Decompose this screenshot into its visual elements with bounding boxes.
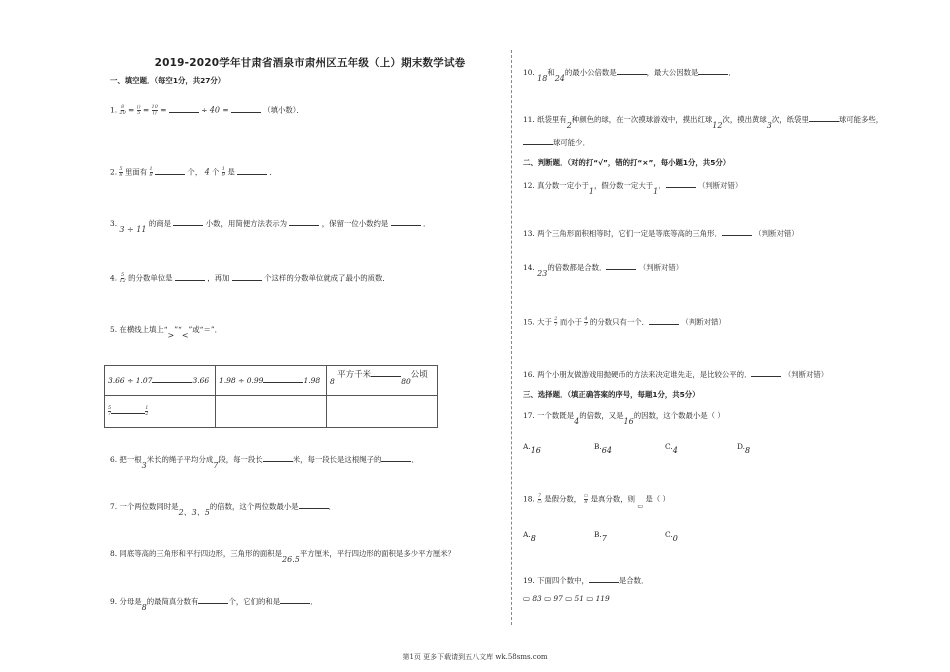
fraction: $\frac{8}{20}$ — [119, 104, 126, 116]
math-expression: 3 ÷ 11 — [119, 225, 147, 234]
equals-sign: = — [128, 105, 135, 115]
question-12 — [523, 181, 743, 196]
question-text: ，保留一位小数约是 — [321, 219, 389, 228]
question-text: 球可能少． — [553, 138, 590, 147]
question-text: 是 — [227, 167, 235, 177]
question-text: 一个数既是 — [537, 411, 575, 420]
question-text: 平方厘米，平行四边形的面积是多少平方厘米？ — [299, 549, 456, 558]
answer-blank[interactable] — [263, 455, 293, 462]
question-text: 真分数一定小于 — [537, 181, 589, 190]
question-6 — [110, 455, 419, 470]
answer-blank[interactable] — [617, 68, 647, 75]
question-5 — [110, 325, 223, 340]
option-value: 8 — [530, 534, 536, 543]
question-text: 的分数只有一个． — [589, 317, 650, 327]
question-text: ． — [328, 502, 336, 511]
question-number: 17. — [523, 411, 535, 420]
question-text: 两个三角形面积相等时，它们一定是等底等高的三角形． — [537, 229, 722, 238]
option-value: 8 — [745, 446, 751, 455]
option-c[interactable] — [665, 442, 678, 455]
answer-blank[interactable] — [263, 377, 303, 383]
table-cell — [105, 396, 216, 428]
table-cell — [327, 396, 438, 428]
question-8 — [110, 549, 456, 564]
math-value: 1 — [588, 187, 594, 196]
option-label: C. — [665, 442, 673, 451]
answer-blank[interactable] — [155, 168, 185, 175]
answer-blank[interactable] — [173, 219, 203, 226]
math-value: 3 — [766, 121, 772, 130]
page-title: 2019-2020学年甘肃省酒泉市肃州区五年级（上）期末数学试卷 — [154, 57, 466, 69]
fraction: $\frac{()}{5}$ — [136, 104, 141, 116]
question-text: 一个两位数同时是 — [119, 502, 179, 511]
math-value: 3.66 — [192, 376, 210, 385]
answer-blank[interactable] — [381, 455, 411, 462]
fraction: $\frac{5}{12}$ — [119, 272, 126, 284]
math-value: 80 — [401, 376, 411, 386]
math-value: 2 — [566, 121, 572, 130]
fraction: $\frac{1}{9}$ — [221, 166, 225, 178]
question-9 — [110, 597, 318, 612]
answer-blank[interactable] — [289, 219, 319, 226]
question-text: ，最大公因数是 — [646, 68, 699, 77]
question-text: 分母是 — [119, 597, 142, 606]
math-value: 8 — [141, 603, 147, 612]
option-d[interactable] — [737, 442, 751, 455]
question-text: ． — [728, 68, 736, 77]
question-text: 小数，用简便方法表示为 — [205, 219, 288, 228]
option-c[interactable] — [665, 530, 678, 543]
answer-blank[interactable] — [169, 106, 199, 113]
question-number: 6. — [110, 455, 118, 464]
math-value: 7 — [213, 461, 219, 470]
question-text: 同底等高的三角形和平行四边形，三角形的面积是 — [119, 549, 283, 558]
option-label: C. — [665, 530, 673, 539]
fraction: $\frac{5}{7}$ — [108, 405, 112, 417]
math-value: 12 — [712, 121, 723, 130]
table-cell — [105, 366, 216, 396]
question-text: 米长的绳子平均分成 — [146, 455, 214, 464]
fraction: $\frac{1}{2}$ — [145, 405, 149, 417]
question-text: 是真分数，则 — [590, 494, 635, 504]
question-11-cont — [523, 138, 590, 148]
answer-blank[interactable] — [152, 377, 192, 383]
option-b[interactable] — [594, 442, 612, 455]
equals-sign: = — [160, 105, 167, 115]
fraction: $\frac{▭}{8}$ — [583, 493, 589, 505]
question-text: ． — [411, 455, 419, 464]
table-cell — [327, 366, 438, 396]
question-19-choices[interactable]: ▭ 83 ▭ 97 ▭ 51 ▭ 119 — [523, 594, 610, 603]
question-text: 个这样的分数单位就成了最小的质数． — [264, 273, 390, 283]
option-value: 64 — [601, 446, 612, 455]
option-a[interactable] — [523, 530, 536, 543]
option-value: 16 — [530, 446, 541, 455]
math-value: 3 — [141, 461, 147, 470]
question-number: 14. — [523, 263, 535, 272]
unit-label: 平方千米 — [337, 369, 372, 380]
question-text: 里面有 — [124, 167, 148, 177]
option-label: B. — [594, 442, 602, 451]
question-text: 下面四个数中， — [537, 576, 589, 585]
divide-sign: ÷ — [201, 105, 208, 115]
question-text: ． — [423, 219, 431, 228]
question-text: 种颜色的球，在一次摸球游戏中，摸出红球 — [571, 115, 713, 124]
section-heading-choice: 三、选择题．（填正确答案的序号，每题1分，共5分） — [523, 390, 700, 399]
fraction: $\frac{1}{8}$ — [149, 166, 153, 178]
answer-blank[interactable] — [649, 318, 679, 325]
question-text: 是假分数， — [544, 494, 582, 504]
judge-hint: （判断对错） — [783, 370, 829, 379]
question-text: 个，它们的和是 — [228, 597, 281, 606]
table-cell — [216, 366, 327, 396]
question-text: 纸袋里有 — [537, 115, 567, 124]
answer-blank[interactable] — [523, 138, 553, 145]
question-text: 是合数． — [618, 576, 649, 585]
option-b[interactable] — [594, 530, 607, 543]
judge-hint: （判断对错） — [754, 229, 799, 238]
answer-blank[interactable] — [809, 115, 839, 122]
page-footer: 第1页 更多下载请到五八文库 wk.58sms.com — [402, 653, 548, 661]
option-label: A. — [523, 530, 531, 539]
math-value: 40 — [209, 105, 220, 115]
question-text: 次，纸袋里 — [771, 115, 809, 124]
answer-blank[interactable] — [391, 219, 421, 226]
question-text: 的倍数都是合数． — [547, 263, 607, 272]
math-value: 26.5 — [282, 555, 300, 564]
question-text: 在横线上填上“ — [119, 325, 168, 334]
answer-blank[interactable] — [280, 597, 310, 604]
question-text: 次，摸出黄球 — [722, 115, 767, 124]
judge-hint: （判断对错） — [638, 263, 684, 272]
table-row — [105, 396, 438, 428]
question-19 — [523, 576, 648, 586]
question-text: ． — [269, 167, 277, 177]
math-value: 1.98 — [303, 376, 321, 385]
fraction: $\frac{4}{7}$ — [584, 316, 588, 328]
question-number: 12. — [523, 181, 535, 190]
question-number: 3. — [110, 219, 118, 228]
question-text: 和 — [547, 68, 555, 77]
option-a[interactable] — [523, 442, 541, 455]
question-text: 的最简真分数有 — [146, 597, 199, 606]
question-text: 是（ ） — [645, 494, 670, 504]
question-text: （填小数）． — [263, 105, 304, 115]
question-text: 个， — [187, 167, 203, 177]
question-3 — [110, 219, 431, 234]
question-text: 把一根 — [119, 455, 142, 464]
placeholder-box: ▭ — [637, 502, 644, 510]
answer-blank[interactable] — [175, 274, 205, 281]
greater-than-sign: > — [167, 331, 175, 340]
question-11 — [523, 115, 884, 130]
question-text: ”或“＝”． — [188, 325, 223, 334]
math-value: 18 — [537, 74, 548, 83]
question-16 — [523, 370, 828, 380]
question-4 — [110, 273, 390, 284]
question-number: 13. — [523, 229, 535, 238]
question-10 — [523, 68, 736, 83]
answer-blank[interactable] — [111, 408, 145, 414]
question-number: 10. — [523, 68, 535, 77]
fraction: $\frac{2}{7}$ — [554, 316, 558, 328]
question-text: 球可能多些， — [838, 115, 884, 124]
question-number: 18. — [523, 494, 535, 504]
question-17 — [523, 411, 725, 426]
judge-hint: （判断对错） — [681, 317, 726, 327]
question-text: 个 — [212, 167, 220, 177]
option-value: 0 — [672, 534, 678, 543]
answer-blank[interactable] — [606, 263, 636, 270]
question-number: 9. — [110, 597, 118, 606]
question-text: 的最小公倍数是 — [564, 68, 617, 77]
math-expression: 3.66 ÷ 1.07 — [108, 376, 153, 385]
math-value: 8 — [330, 376, 335, 386]
math-value: 23 — [537, 269, 548, 278]
math-value: 2、3、5 — [178, 508, 210, 517]
answer-blank[interactable] — [666, 181, 696, 188]
answer-blank[interactable] — [751, 370, 781, 377]
answer-blank[interactable] — [231, 106, 261, 113]
option-value: 7 — [601, 534, 607, 543]
option-label: A. — [523, 442, 531, 451]
question-text: ． — [310, 597, 318, 606]
answer-blank[interactable] — [698, 68, 728, 75]
question-number: 15. — [523, 317, 535, 327]
less-than-sign: < — [181, 331, 189, 340]
question-number: 11. — [523, 115, 535, 124]
question-text: 的分数单位是 — [128, 273, 173, 283]
question-number: 2. — [110, 167, 118, 177]
comparison-table — [104, 365, 438, 428]
column-divider — [511, 50, 512, 625]
question-number: 4. — [110, 273, 118, 283]
option-value: 4 — [672, 446, 678, 455]
answer-blank[interactable] — [722, 229, 752, 236]
question-15 — [523, 317, 726, 328]
question-14 — [523, 263, 684, 278]
question-text: 的倍数，这个两位数最小是 — [209, 502, 299, 511]
question-number: 16. — [523, 370, 535, 379]
question-text: ，再加 — [207, 273, 230, 283]
question-text: 而小于 — [559, 317, 583, 327]
question-text: ． — [658, 181, 666, 190]
math-value: 4 — [204, 167, 210, 177]
question-13 — [523, 229, 799, 239]
question-text: 大于 — [537, 317, 552, 327]
question-text: 的倍数，又是 — [579, 411, 624, 420]
math-expression: 1.98 ÷ 0.99 — [219, 376, 264, 385]
answer-blank[interactable] — [198, 597, 228, 604]
table-row — [105, 366, 438, 396]
question-7 — [110, 502, 336, 517]
question-number: 7. — [110, 502, 118, 511]
answer-blank[interactable] — [589, 576, 619, 583]
question-text: 的商是 — [148, 219, 172, 228]
judge-hint: （判断对错） — [697, 181, 743, 190]
math-value: 24 — [554, 74, 565, 83]
math-value: 1 — [653, 187, 659, 196]
question-number: 8. — [110, 549, 118, 558]
section-heading-fill: 一、填空题．（每空1分，共27分） — [110, 76, 226, 85]
option-label: B. — [594, 530, 602, 539]
question-text: ”“ — [174, 325, 182, 334]
question-number: 5. — [110, 325, 118, 334]
answer-blank[interactable] — [371, 371, 401, 377]
question-number: 19. — [523, 576, 535, 585]
answer-blank[interactable] — [237, 168, 267, 175]
question-text: 米，每一段长是这根绳子的 — [292, 455, 382, 464]
fraction: $\frac{10}{()}$ — [151, 104, 158, 116]
question-1 — [110, 105, 304, 116]
question-text: 段，每一段长 — [218, 455, 263, 464]
question-text: 的因数，这个数最小是（ ） — [633, 411, 725, 420]
question-18 — [523, 493, 670, 510]
fraction: $\frac{7}{▭}$ — [537, 493, 542, 505]
equals-sign: = — [142, 105, 150, 115]
equals-sign: = — [222, 105, 229, 115]
question-2 — [110, 167, 277, 178]
answer-blank[interactable] — [299, 502, 329, 509]
question-text: ，假分数一定大于 — [593, 181, 654, 190]
fraction: $\frac{5}{8}$ — [119, 166, 123, 178]
unit-label: 公顷 — [410, 369, 428, 380]
math-value: 16 — [623, 417, 634, 426]
table-cell — [216, 396, 327, 428]
option-label: D. — [737, 442, 746, 451]
math-value: 4 — [574, 417, 580, 426]
answer-blank[interactable] — [232, 274, 262, 281]
section-heading-judge: 二、判断题．（对的打“√”，错的打“×”，每小题1分，共5分） — [523, 158, 731, 167]
question-text: 两个小朋友做游戏用抛硬币的方法来决定谁先走，是比较公平的． — [537, 370, 752, 379]
question-number: 1. — [110, 105, 118, 115]
